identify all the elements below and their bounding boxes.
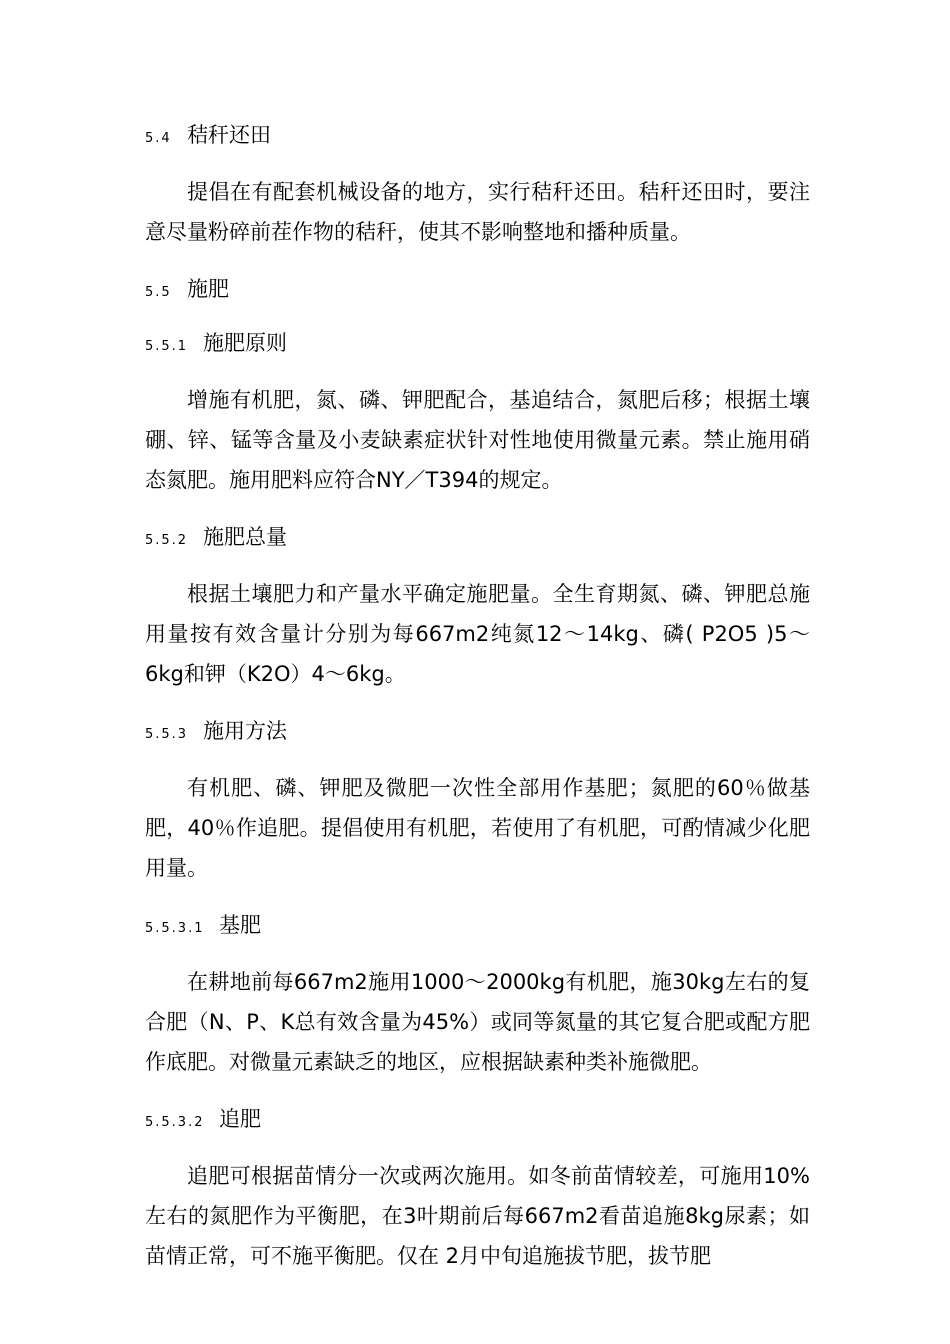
- section-heading-5-5-3-2: [145, 1102, 810, 1136]
- section-heading-5-5-2: [145, 520, 810, 554]
- paragraph-topdressing: 追肥可根据苗情分一次或两次施用。如冬前苗情较差，可施用10%左右的氮肥作为平衡肥，在3叶期前后每667m2看苗追施8kg尿素；如苗情正常，可不施平衡肥。仅在 2月中旬追施拔节肥，拔节肥: [145, 1164, 810, 1268]
- section-title: 施用方法: [203, 719, 287, 743]
- section-title: 秸秆还田: [187, 123, 271, 147]
- section-number: 5.5.3.1: [145, 921, 205, 936]
- section-number: 5.5: [145, 285, 172, 300]
- section-title: 施肥总量: [203, 525, 287, 549]
- paragraph-fertilizer-total: 根据土壤肥力和产量水平确定施肥量。全生育期氮、磷、钾肥总施用量按有效含量计分别为每667m2纯氮12～14kg、磷( P2O5 )5～6kg和钾（K2O）4～6kg。: [145, 582, 810, 686]
- section-heading-5-5: [145, 272, 810, 306]
- paragraph-straw-return: 提倡在有配套机械设备的地方，实行秸秆还田。秸秆还田时，要注意尽量粉碎前茬作物的秸秆，使其不影响整地和播种质量。: [145, 180, 810, 244]
- section-title: 追肥: [219, 1107, 261, 1131]
- section-heading-5-5-1: [145, 326, 810, 360]
- section-title: 施肥原则: [203, 331, 287, 355]
- section-heading-5-5-3-1: [145, 908, 810, 942]
- paragraph-base-fertilizer: 在耕地前每667m2施用1000～2000kg有机肥，施30kg左右的复合肥（N、P、K总有效含量为45%）或同等氮量的其它复合肥或配方肥作底肥。对微量元素缺乏的地区，应根据缺素种类补施微肥。: [145, 970, 810, 1074]
- paragraph-application-method: 有机肥、磷、钾肥及微肥一次性全部用作基肥；氮肥的60％做基肥，40％作追肥。提倡使用有机肥，若使用了有机肥，可酌情减少化肥用量。: [145, 776, 810, 880]
- section-number: 5.5.2: [145, 533, 189, 548]
- section-title: 施肥: [187, 277, 229, 301]
- section-number: 5.4: [145, 131, 172, 146]
- section-number: 5.5.3: [145, 727, 189, 742]
- section-heading-5-5-3: [145, 714, 810, 748]
- section-number: 5.5.1: [145, 339, 189, 354]
- document-page: [145, 118, 810, 1296]
- paragraph-fertilization-principle: 增施有机肥，氮、磷、钾肥配合，基追结合，氮肥后移；根据土壤硼、锌、锰等含量及小麦缺素症状针对性地使用微量元素。禁止施用硝态氮肥。施用肥料应符合NY／T394的规定。: [145, 388, 810, 492]
- section-number: 5.5.3.2: [145, 1115, 205, 1130]
- section-title: 基肥: [219, 913, 261, 937]
- section-heading-5-4: [145, 118, 810, 152]
